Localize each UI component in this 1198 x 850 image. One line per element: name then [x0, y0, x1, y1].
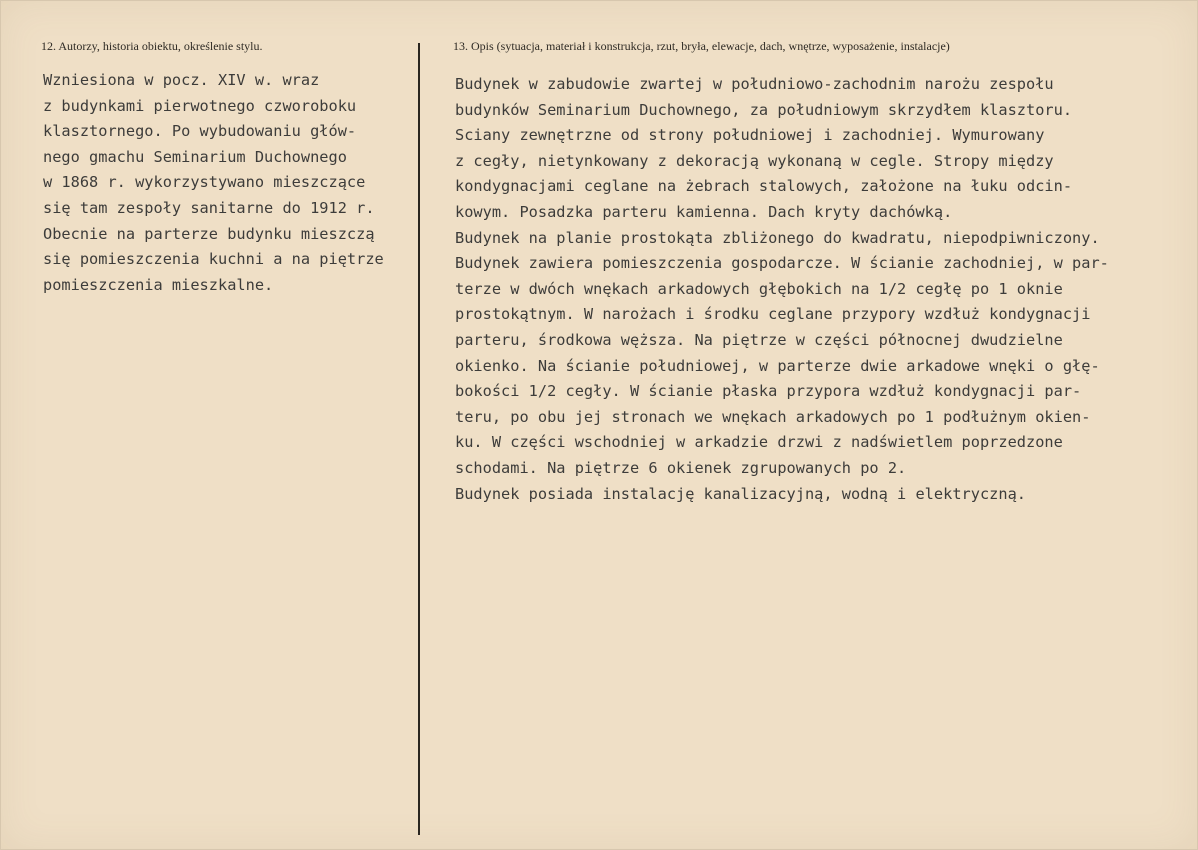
- description-line: prostokątnym. W narożach i środku ceglane przypory wzdłuż kondygnacji: [455, 305, 1091, 324]
- description-line: okienko. Na ścianie południowej, w parterze dwie arkadowe wnęki o głę-: [455, 356, 1100, 375]
- description-line: Sciany zewnętrzne od strony południowej i zachodniej. Wymurowany: [455, 126, 1045, 145]
- history-line: się pomieszczenia kuchni a na piętrze: [43, 250, 384, 269]
- history-line: się tam zespoły sanitarne do 1912 r.: [43, 198, 375, 217]
- description-line: Budynek posiada instalację kanalizacyjną, wodną i elektryczną.: [455, 484, 1026, 503]
- section-13-header: 13. Opis (sytuacja, materiał i konstrukcja, rzut, bryła, elewacje, dach, wnętrze, wyposażenie, instalacje): [453, 39, 950, 53]
- description-line: bokości 1/2 cegły. W ścianie płaska przypora wzdłuż kondygnacji par-: [455, 382, 1082, 401]
- history-text-block: [43, 68, 415, 298]
- history-line: klasztornego. Po wybudowaniu głów-: [43, 122, 357, 141]
- description-line: parteru, środkowa węższa. Na piętrze w części północnej dwudzielne: [455, 330, 1063, 349]
- description-line: kondygnacjami ceglane na żebrach stalowych, założone na łuku odcin-: [455, 177, 1073, 196]
- description-text-block: [455, 72, 1191, 507]
- description-line: Budynek zawiera pomieszczenia gospodarcze. W ścianie zachodniej, w par-: [455, 254, 1109, 273]
- description-line: schodami. Na piętrze 6 okienek zgrupowanych po 2.: [455, 458, 907, 477]
- description-line: teru, po obu jej stronach we wnękach arkadowych po 1 podłużnym okien-: [455, 407, 1091, 426]
- description-line: Budynek w zabudowie zwartej w południowo-zachodnim narożu zespołu: [455, 75, 1054, 93]
- history-line: Obecnie na parterze budynku mieszczą: [43, 224, 375, 243]
- description-line: ku. W części wschodniej w arkadzie drzwi z nadświetlem poprzedzone: [455, 433, 1063, 452]
- history-line: Wzniesiona w pocz. XIV w. wraz: [43, 71, 320, 89]
- history-line: w 1868 r. wykorzystywano mieszczące: [43, 173, 366, 192]
- history-line: nego gmachu Seminarium Duchownego: [43, 147, 347, 166]
- description-line: budynków Seminarium Duchownego, za południowym skrzydłem klasztoru.: [455, 100, 1073, 119]
- history-line: pomieszczenia mieszkalne.: [43, 275, 274, 294]
- description-line: Budynek na planie prostokąta zbliżonego do kwadratu, niepodpiwniczony.: [455, 228, 1100, 247]
- section-12-header: 12. Autorzy, historia obiektu, określenie stylu.: [41, 39, 263, 53]
- history-line: z budynkami pierwotnego czworoboku: [43, 96, 357, 115]
- description-line: terze w dwóch wnękach arkadowych głębokich na 1/2 cegłę po 1 oknie: [455, 279, 1063, 298]
- description-line: z cegły, nietynkowany z dekoracją wykonaną w cegle. Stropy między: [455, 151, 1054, 170]
- column-divider: [418, 43, 420, 835]
- description-line: kowym. Posadzka parteru kamienna. Dach kryty dachówką.: [455, 202, 953, 221]
